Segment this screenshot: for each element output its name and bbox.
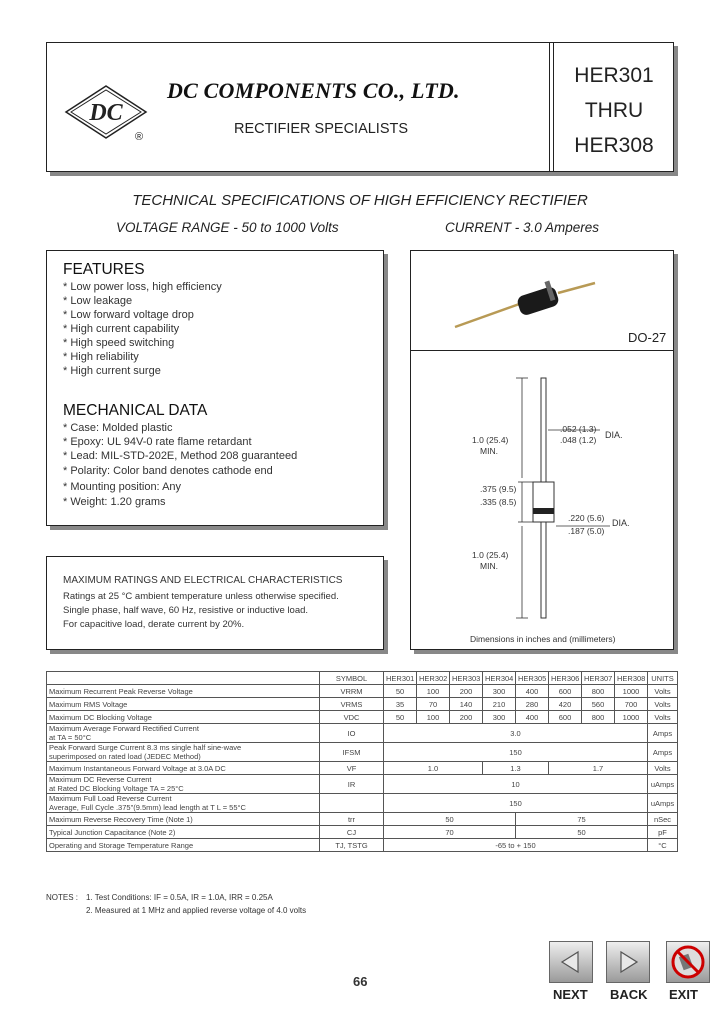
package-name: DO-27 bbox=[628, 330, 667, 345]
company-tagline: RECTIFIER SPECIALISTS bbox=[234, 121, 409, 137]
dim-lead-dia-min: .048 (1.2) bbox=[560, 435, 597, 445]
value-cell: 300 bbox=[483, 711, 516, 724]
feature-item: * High current capability bbox=[63, 323, 180, 335]
value-cell: 420 bbox=[549, 698, 582, 711]
symbol-cell: CJ bbox=[320, 826, 384, 839]
param-cell bbox=[47, 839, 320, 852]
unit-cell: Volts bbox=[648, 711, 678, 724]
param-text: at TA = 50°C bbox=[49, 733, 92, 742]
value-cell: 600 bbox=[549, 685, 582, 698]
table-header-row bbox=[47, 672, 678, 685]
dim-lead-dia-max: .052 (1.3) bbox=[560, 424, 597, 434]
param-cell bbox=[47, 794, 320, 813]
table-row bbox=[47, 711, 678, 724]
value-cell: 150 bbox=[384, 794, 648, 813]
current-rating: CURRENT - 3.0 Amperes bbox=[445, 220, 600, 235]
param-text: superimposed on rated load (JEDEC Method) bbox=[49, 752, 201, 761]
value-cell: 35 bbox=[384, 698, 417, 711]
dim-dia-label-2: DIA. bbox=[612, 518, 630, 528]
feature-item: * High reliability bbox=[63, 351, 139, 363]
param-text: Average, Full Cycle .375"(9.5mm) lead length at T L = 55°C bbox=[49, 803, 246, 812]
page-title: TECHNICAL SPECIFICATIONS OF HIGH EFFICIENCY RECTIFIER bbox=[132, 192, 588, 209]
feature-item: * High speed switching bbox=[63, 337, 175, 349]
value-cell: 300 bbox=[483, 685, 516, 698]
spec-table-body bbox=[47, 672, 678, 852]
value-cell: -65 to + 150 bbox=[384, 839, 648, 852]
part-number-thru: THRU bbox=[584, 99, 644, 122]
symbol-cell: VRRM bbox=[320, 685, 384, 698]
param-text: Maximum Full Load Reverse Current bbox=[49, 794, 172, 803]
back-label[interactable]: BACK bbox=[610, 987, 648, 1002]
unit-cell: nSec bbox=[648, 813, 678, 826]
registered-mark: ® bbox=[135, 131, 144, 143]
unit-cell: °C bbox=[648, 839, 678, 852]
param-text: Maximum Recurrent Peak Reverse Voltage bbox=[49, 686, 193, 696]
value-cell: 800 bbox=[582, 685, 615, 698]
value-cell: 600 bbox=[549, 711, 582, 724]
value-cell: 75 bbox=[516, 813, 648, 826]
param-text: Maximum DC Reverse Current bbox=[49, 775, 152, 784]
value-cell: 10 bbox=[384, 775, 648, 794]
mechanical-item: * Mounting position: Any bbox=[63, 481, 182, 493]
param-cell bbox=[47, 711, 320, 724]
param-text: Maximum DC Blocking Voltage bbox=[49, 712, 152, 722]
next-label[interactable]: NEXT bbox=[553, 987, 588, 1002]
unit-cell: Volts bbox=[648, 698, 678, 711]
param-text: Maximum RMS Voltage bbox=[49, 699, 128, 709]
value-cell: 210 bbox=[483, 698, 516, 711]
table-row bbox=[47, 775, 678, 794]
notes-label: NOTES : bbox=[46, 893, 79, 902]
left-arrow-icon bbox=[550, 942, 592, 982]
table-row bbox=[47, 794, 678, 813]
table-row bbox=[47, 826, 678, 839]
dim-lead-len-bottom: 1.0 (25.4) bbox=[472, 550, 509, 560]
unit-cell: pF bbox=[648, 826, 678, 839]
value-cell: 400 bbox=[516, 685, 549, 698]
table-row bbox=[47, 743, 678, 762]
header-cell: HER308 bbox=[615, 672, 648, 685]
unit-cell: Amps bbox=[648, 743, 678, 762]
unit-cell: Volts bbox=[648, 685, 678, 698]
symbol-cell: TJ, TSTG bbox=[320, 839, 384, 852]
header-cell: HER301 bbox=[384, 672, 417, 685]
next-button[interactable] bbox=[549, 941, 593, 983]
part-number-end: HER308 bbox=[574, 134, 654, 157]
logo-text: DC bbox=[89, 100, 123, 126]
value-cell: 280 bbox=[516, 698, 549, 711]
back-button[interactable] bbox=[606, 941, 650, 983]
unit-cell: Amps bbox=[648, 724, 678, 743]
feature-item: * Low power loss, high efficiency bbox=[63, 281, 222, 293]
param-cell bbox=[47, 813, 320, 826]
value-cell: 100 bbox=[417, 685, 450, 698]
ratings-heading: MAXIMUM RATINGS AND ELECTRICAL CHARACTERISTICS bbox=[63, 575, 343, 586]
company-name: DC COMPONENTS CO., LTD. bbox=[167, 78, 460, 103]
ratings-box bbox=[46, 556, 384, 650]
header-cell bbox=[47, 672, 320, 685]
table-row bbox=[47, 698, 678, 711]
dim-lead-len-top: 1.0 (25.4) bbox=[472, 435, 509, 445]
value-cell: 100 bbox=[417, 711, 450, 724]
value-cell: 200 bbox=[450, 711, 483, 724]
symbol-cell bbox=[320, 794, 384, 813]
value-cell: 70 bbox=[417, 698, 450, 711]
value-cell: 560 bbox=[582, 698, 615, 711]
mechanical-item: * Weight: 1.20 grams bbox=[63, 496, 166, 508]
header-cell: UNITS bbox=[648, 672, 678, 685]
symbol-cell: trr bbox=[320, 813, 384, 826]
param-cell bbox=[47, 698, 320, 711]
value-cell: 50 bbox=[384, 711, 417, 724]
page-number: 66 bbox=[353, 974, 368, 989]
mechanical-item: * Epoxy: UL 94V-0 rate flame retardant bbox=[63, 436, 252, 448]
ratings-line: Single phase, half wave, 60 Hz, resistive or inductive load. bbox=[63, 605, 309, 616]
value-cell: 400 bbox=[516, 711, 549, 724]
package-outline-drawing bbox=[410, 350, 674, 650]
symbol-cell: IR bbox=[320, 775, 384, 794]
symbol-cell: VF bbox=[320, 762, 384, 775]
value-cell: 50 bbox=[384, 685, 417, 698]
param-cell bbox=[47, 743, 320, 762]
header-cell: HER306 bbox=[549, 672, 582, 685]
dim-body-len-max: .375 (9.5) bbox=[480, 484, 517, 494]
unit-cell: uAmps bbox=[648, 794, 678, 813]
part-number-start: HER301 bbox=[574, 64, 654, 87]
table-row bbox=[47, 762, 678, 775]
ratings-line: For capacitive load, derate current by 20%. bbox=[63, 619, 245, 630]
dim-body-dia-min: .187 (5.0) bbox=[568, 526, 605, 536]
value-cell: 1000 bbox=[615, 711, 648, 724]
feature-item: * Low forward voltage drop bbox=[63, 309, 194, 321]
param-text: at Rated DC Blocking Voltage TA = 25°C bbox=[49, 784, 184, 793]
diode-photo bbox=[450, 275, 600, 335]
header-cell: HER307 bbox=[582, 672, 615, 685]
header-cell: HER305 bbox=[516, 672, 549, 685]
company-logo bbox=[62, 84, 158, 144]
note-2: 2. Measured at 1 MHz and applied reverse voltage of 4.0 volts bbox=[86, 906, 307, 915]
unit-cell: Volts bbox=[648, 762, 678, 775]
value-cell: 70 bbox=[384, 826, 516, 839]
value-cell: 1.0 bbox=[384, 762, 483, 775]
param-text: Operating and Storage Temperature Range bbox=[49, 840, 194, 850]
header-cell: HER304 bbox=[483, 672, 516, 685]
table-row bbox=[47, 685, 678, 698]
mechanical-item: * Lead: MIL-STD-202E, Method 208 guaranteed bbox=[63, 450, 298, 462]
right-arrow-icon bbox=[607, 942, 649, 982]
table-row bbox=[47, 813, 678, 826]
dim-min-top: MIN. bbox=[480, 446, 498, 456]
feature-item: * High current surge bbox=[63, 365, 161, 377]
table-row bbox=[47, 724, 678, 743]
table-row bbox=[47, 839, 678, 852]
value-cell: 150 bbox=[384, 743, 648, 762]
features-heading: FEATURES bbox=[63, 261, 145, 278]
symbol-cell: IO bbox=[320, 724, 384, 743]
symbol-cell: IFSM bbox=[320, 743, 384, 762]
symbol-cell: VRMS bbox=[320, 698, 384, 711]
exit-label[interactable]: EXIT bbox=[669, 987, 698, 1002]
mechanical-item: * Case: Molded plastic bbox=[63, 422, 173, 434]
value-cell: 1.3 bbox=[483, 762, 549, 775]
param-text: Maximum Reverse Recovery Time (Note 1) bbox=[49, 814, 193, 824]
param-cell bbox=[47, 685, 320, 698]
voltage-range: VOLTAGE RANGE - 50 to 1000 Volts bbox=[116, 220, 339, 235]
dim-dia-label-1: DIA. bbox=[605, 430, 623, 440]
param-text: Maximum Instantaneous Forward Voltage at 3.0A DC bbox=[49, 763, 226, 773]
header-cell: HER302 bbox=[417, 672, 450, 685]
symbol-cell: VDC bbox=[320, 711, 384, 724]
ratings-line: Ratings at 25 °C ambient temperature unless otherwise specified. bbox=[63, 591, 339, 602]
value-cell: 200 bbox=[450, 685, 483, 698]
header-divider bbox=[549, 43, 550, 171]
dim-min-bottom: MIN. bbox=[480, 561, 498, 571]
param-text: Typical Junction Capacitance (Note 2) bbox=[49, 827, 176, 837]
note-1: 1. Test Conditions: IF = 0.5A, IR = 1.0A, IRR = 0.25A bbox=[86, 893, 273, 902]
value-cell: 1000 bbox=[615, 685, 648, 698]
param-cell bbox=[47, 775, 320, 794]
mechanical-item: * Polarity: Color band denotes cathode end bbox=[63, 465, 273, 477]
mechanical-heading: MECHANICAL DATA bbox=[63, 402, 208, 419]
param-text: Maximum Average Forward Rectified Current bbox=[49, 724, 199, 733]
unit-cell: uAmps bbox=[648, 775, 678, 794]
param-text: Peak Forward Surge Current 8.3 ms single half sine-wave bbox=[49, 743, 242, 752]
header-cell: HER303 bbox=[450, 672, 483, 685]
value-cell: 1.7 bbox=[549, 762, 648, 775]
exit-button[interactable] bbox=[666, 941, 710, 983]
value-cell: 800 bbox=[582, 711, 615, 724]
header-cell: SYMBOL bbox=[320, 672, 384, 685]
param-cell bbox=[47, 826, 320, 839]
value-cell: 50 bbox=[384, 813, 516, 826]
feature-item: * Low leakage bbox=[63, 295, 133, 307]
value-cell: 140 bbox=[450, 698, 483, 711]
param-cell bbox=[47, 724, 320, 743]
no-entry-icon bbox=[667, 942, 709, 982]
dim-body-dia-max: .220 (5.6) bbox=[568, 513, 605, 523]
dimensions-note: Dimensions in inches and (millimeters) bbox=[470, 634, 616, 644]
dim-body-len-min: .335 (8.5) bbox=[480, 497, 517, 507]
param-cell bbox=[47, 762, 320, 775]
spec-table bbox=[46, 671, 678, 852]
value-cell: 50 bbox=[516, 826, 648, 839]
value-cell: 700 bbox=[615, 698, 648, 711]
value-cell: 3.0 bbox=[384, 724, 648, 743]
